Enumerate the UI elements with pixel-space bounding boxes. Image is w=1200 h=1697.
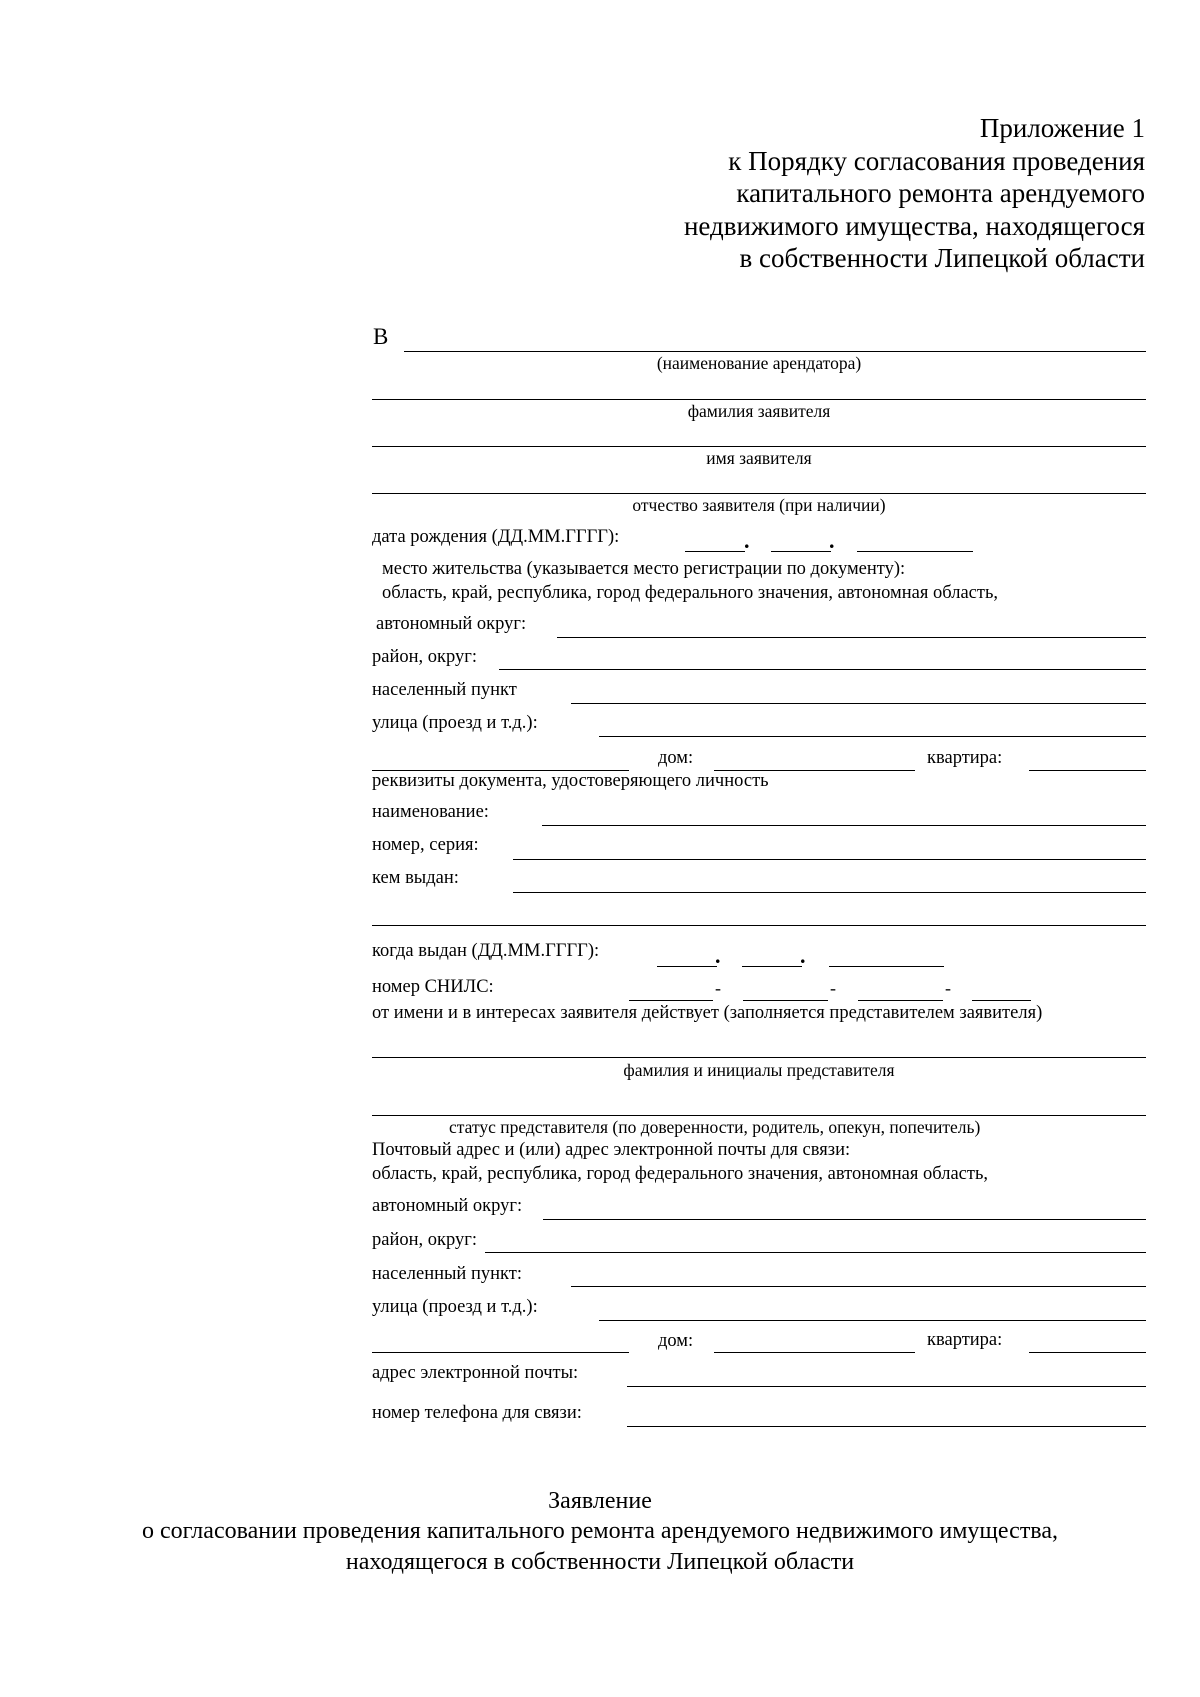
postal-district-field[interactable] [485, 1252, 1146, 1253]
issue-date-label: когда выдан (ДД.ММ.ГГГГ): [372, 941, 600, 961]
to-prefix: В [373, 324, 389, 349]
appendix-header [684, 112, 1145, 275]
issue-day-field[interactable] [657, 966, 717, 967]
postal-apartment-label: квартира: [927, 1330, 1003, 1350]
postal-address-heading: Почтовый адрес и (или) адрес электронной почты для связи: [372, 1140, 851, 1160]
date-separator: . [744, 528, 750, 553]
date-separator: . [829, 528, 835, 553]
statement-subtitle-line: находящегося в собственности Липецкой области [345, 1549, 855, 1575]
appendix-ref-line: недвижимого имущества, находящегося [683, 210, 1145, 241]
snils-label: номер СНИЛС: [372, 977, 494, 997]
postal-autonomous-okrug-field[interactable] [543, 1219, 1146, 1220]
date-separator: . [800, 943, 806, 968]
birth-year-field[interactable] [857, 551, 973, 552]
issued-by-field[interactable] [513, 892, 1146, 893]
patronymic-caption: отчество заявителя (при наличии) [632, 495, 886, 515]
apartment-field[interactable] [1029, 770, 1146, 771]
snils-part-1-field[interactable] [629, 1000, 713, 1001]
surname-caption: фамилия заявителя [687, 401, 831, 421]
postal-house-field[interactable] [714, 1352, 915, 1353]
issue-year-field[interactable] [829, 966, 944, 967]
snils-part-2-field[interactable] [743, 1000, 828, 1001]
postal-region-hint: область, край, республика, город федерального значения, автономная область, [372, 1164, 989, 1184]
street-label: улица (проезд и т.д.): [372, 713, 538, 733]
locality-field[interactable] [571, 703, 1146, 704]
representative-status-field[interactable] [372, 1115, 1146, 1116]
house-label: дом: [658, 748, 694, 768]
statement-title: Заявление [548, 1488, 652, 1514]
surname-field[interactable] [372, 399, 1146, 400]
postal-district-label: район, округ: [372, 1230, 477, 1250]
representative-name-field[interactable] [372, 1057, 1146, 1058]
residence-heading: место жительства (указывается место регистрации по документу): [382, 559, 906, 579]
representative-name-caption: фамилия и инициалы представителя [623, 1060, 895, 1080]
snils-part-3-field[interactable] [858, 1000, 943, 1001]
doc-number-label: номер, серия: [372, 835, 479, 855]
issued-by-label: кем выдан: [372, 868, 459, 888]
phone-field[interactable] [627, 1426, 1146, 1427]
snils-separator: - [945, 978, 951, 998]
id-document-heading: реквизиты документа, удостоверяющего личность [372, 771, 769, 791]
locality-label: населенный пункт [372, 680, 517, 700]
autonomous-okrug-field[interactable] [557, 637, 1146, 638]
patronymic-field[interactable] [372, 493, 1146, 494]
statement-subtitle-line: о согласовании проведения капитального ремонта арендуемого недвижимого имущества, [142, 1518, 1058, 1544]
birth-day-field[interactable] [685, 551, 745, 552]
phone-label: номер телефона для связи: [372, 1403, 582, 1423]
snils-separator: - [715, 978, 721, 998]
residence-region-hint: область, край, республика, город федерального значения, автономная область, [382, 583, 999, 603]
doc-name-label: наименование: [372, 802, 489, 822]
appendix-ref-line: капитального ремонта арендуемого [736, 178, 1145, 209]
snils-separator: - [830, 978, 836, 998]
appendix-ref-line: к Порядку согласования проведения [728, 145, 1145, 176]
postal-autonomous-okrug-label: автономный округ: [372, 1196, 523, 1216]
birth-month-field[interactable] [771, 551, 831, 552]
district-label: район, округ: [372, 647, 477, 667]
postal-locality-field[interactable] [571, 1286, 1146, 1287]
appendix-number: Приложение 1 [979, 113, 1145, 143]
issue-month-field[interactable] [742, 966, 802, 967]
postal-apartment-field[interactable] [1029, 1352, 1146, 1353]
date-separator: . [715, 943, 721, 968]
issued-by-continuation-field[interactable] [372, 925, 1146, 926]
tenant-caption: (наименование арендатора) [656, 353, 862, 373]
postal-street-label: улица (проезд и т.д.): [372, 1297, 538, 1317]
email-label: адрес электронной почты: [372, 1363, 579, 1383]
email-field[interactable] [627, 1386, 1146, 1387]
representative-note: от имени и в интересах заявителя действует (заполняется представителем заявителя) [372, 1003, 1043, 1023]
snils-checksum-field[interactable] [972, 1000, 1031, 1001]
autonomous-okrug-label: автономный округ: [376, 614, 527, 634]
postal-house-label: дом: [658, 1331, 694, 1351]
doc-name-field[interactable] [542, 825, 1146, 826]
street-field[interactable] [599, 736, 1146, 737]
doc-number-field[interactable] [513, 859, 1146, 860]
appendix-ref-line: в собственности Липецкой области [739, 243, 1145, 274]
district-field[interactable] [499, 669, 1146, 670]
representative-status-caption: статус представителя (по доверенности, родитель, опекун, попечитель) [449, 1117, 981, 1137]
birth-date-label: дата рождения (ДД.ММ.ГГГГ): [372, 527, 620, 547]
apartment-label: квартира: [927, 748, 1003, 768]
postal-street-field[interactable] [599, 1320, 1146, 1321]
postal-street-continuation-field[interactable] [372, 1352, 629, 1353]
tenant-name-field[interactable] [404, 351, 1146, 352]
postal-locality-label: населенный пункт: [372, 1264, 522, 1284]
name-caption: имя заявителя [706, 448, 812, 468]
name-field[interactable] [372, 446, 1146, 447]
